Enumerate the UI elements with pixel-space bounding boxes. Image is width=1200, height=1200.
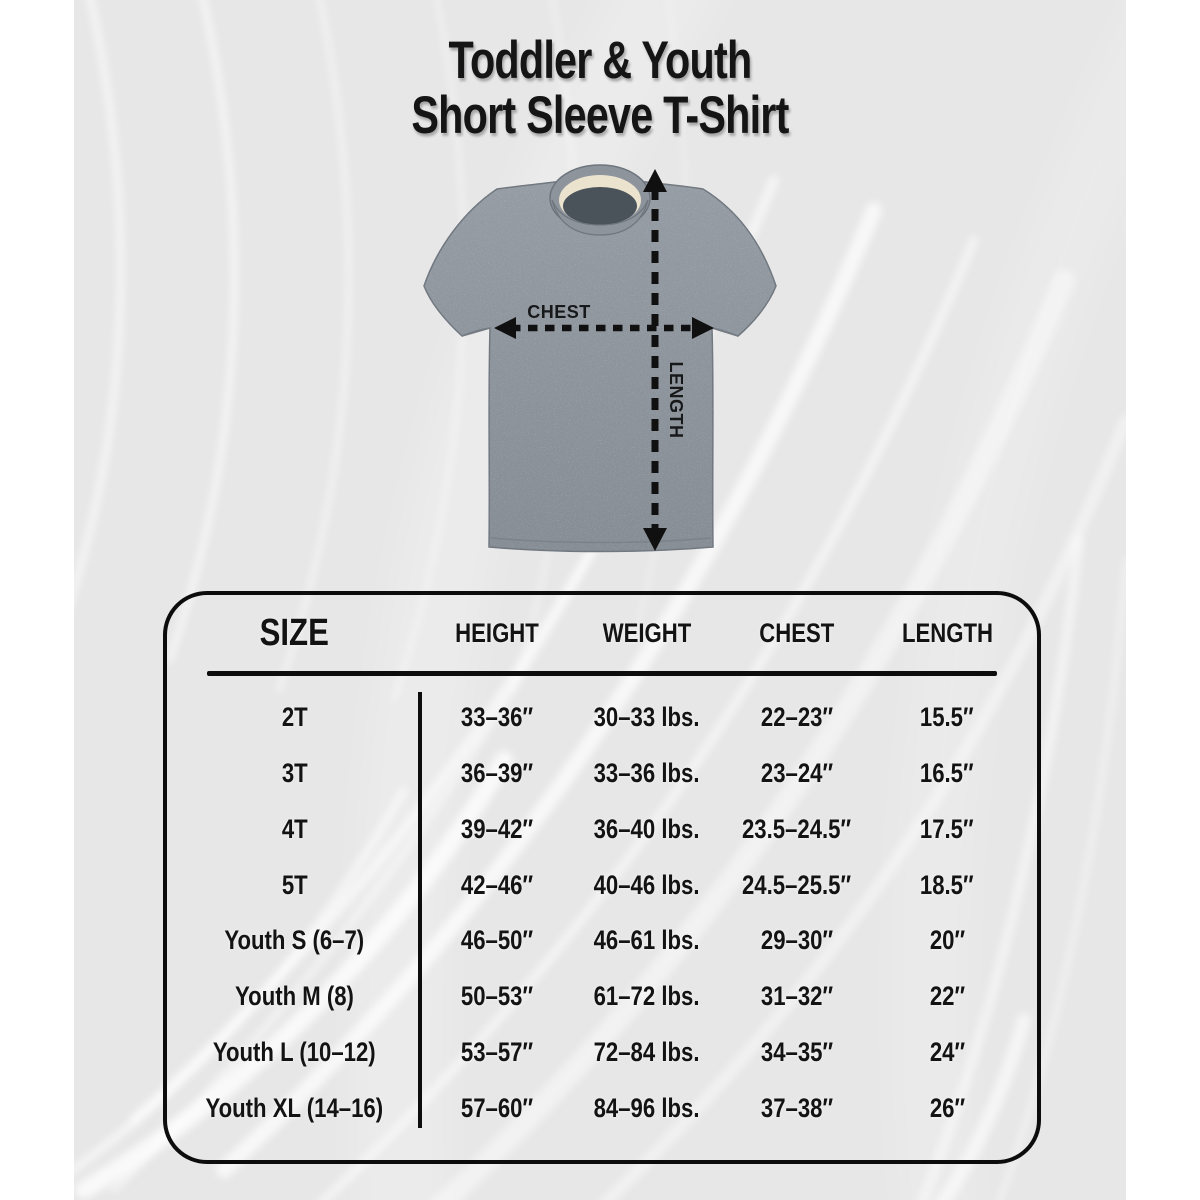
header-weight: WEIGHT xyxy=(602,617,692,648)
cell-chest: 34–35″ xyxy=(760,1036,834,1067)
length-arrow-label: LENGTH xyxy=(666,361,686,439)
cell-chest: 24.5–25.5″ xyxy=(742,869,852,900)
chest-arrow-label: CHEST xyxy=(527,302,591,322)
page-title-line-1: Toddler & Youth xyxy=(448,31,752,90)
table-row xyxy=(167,690,1022,746)
cell-weight: 46–61 lbs. xyxy=(594,925,700,956)
cell-length: 17.5″ xyxy=(920,813,974,844)
cell-height: 36–39″ xyxy=(460,758,534,789)
cell-height: 53–57″ xyxy=(460,1036,534,1067)
cell-length: 22″ xyxy=(929,981,965,1012)
cell-height: 46–50″ xyxy=(460,925,534,956)
tshirt-measurement-diagram xyxy=(412,158,792,562)
table-row xyxy=(167,746,1022,802)
size-chart-table xyxy=(163,591,1041,1164)
cell-size: Youth M (8) xyxy=(235,981,354,1012)
table-row xyxy=(167,802,1022,858)
graphic-background xyxy=(74,0,1126,1200)
table-row xyxy=(167,913,1022,969)
header-height: HEIGHT xyxy=(455,617,539,648)
cell-weight: 61–72 lbs. xyxy=(594,981,700,1012)
cell-chest: 23.5–24.5″ xyxy=(742,813,852,844)
cell-size: Youth XL (14–16) xyxy=(205,1092,384,1123)
cell-length: 18.5″ xyxy=(920,869,974,900)
header-divider-line xyxy=(207,671,997,676)
table-row xyxy=(167,1080,1022,1136)
header-length: LENGTH xyxy=(901,617,993,648)
cell-weight: 30–33 lbs. xyxy=(594,702,700,733)
table-row xyxy=(167,857,1022,913)
cell-size: Youth L (10–12) xyxy=(213,1036,376,1067)
table-row xyxy=(167,1025,1022,1081)
cell-weight: 33–36 lbs. xyxy=(594,758,700,789)
table-body xyxy=(167,690,1022,1136)
tshirt-illustration xyxy=(412,158,792,562)
page-title-line-2: Short Sleeve T-Shirt xyxy=(411,86,789,145)
cell-weight: 36–40 lbs. xyxy=(594,813,700,844)
header-chest: CHEST xyxy=(759,617,835,648)
cell-weight: 40–46 lbs. xyxy=(594,869,700,900)
cell-size: Youth S (6–7) xyxy=(224,925,365,956)
cell-chest: 29–30″ xyxy=(760,925,834,956)
cell-chest: 37–38″ xyxy=(760,1092,834,1123)
cell-height: 57–60″ xyxy=(460,1092,534,1123)
cell-size: 2T xyxy=(281,702,308,733)
cell-length: 26″ xyxy=(929,1092,965,1123)
cell-length: 15.5″ xyxy=(920,702,974,733)
cell-chest: 22–23″ xyxy=(760,702,834,733)
cell-height: 50–53″ xyxy=(460,981,534,1012)
cell-height: 42–46″ xyxy=(460,869,534,900)
cell-size: 3T xyxy=(281,758,308,789)
cell-weight: 72–84 lbs. xyxy=(594,1036,700,1067)
cell-size: 4T xyxy=(281,813,308,844)
cell-size: 5T xyxy=(281,869,308,900)
cell-length: 16.5″ xyxy=(920,758,974,789)
table-header-row xyxy=(167,595,1022,671)
cell-height: 33–36″ xyxy=(460,702,534,733)
table-row xyxy=(167,969,1022,1025)
cell-height: 39–42″ xyxy=(460,813,534,844)
cell-weight: 84–96 lbs. xyxy=(594,1092,700,1123)
cell-chest: 23–24″ xyxy=(760,758,834,789)
page-title xyxy=(74,33,1126,143)
cell-length: 24″ xyxy=(929,1036,965,1067)
header-size: SIZE xyxy=(259,611,330,654)
cell-chest: 31–32″ xyxy=(760,981,834,1012)
cell-length: 20″ xyxy=(929,925,965,956)
